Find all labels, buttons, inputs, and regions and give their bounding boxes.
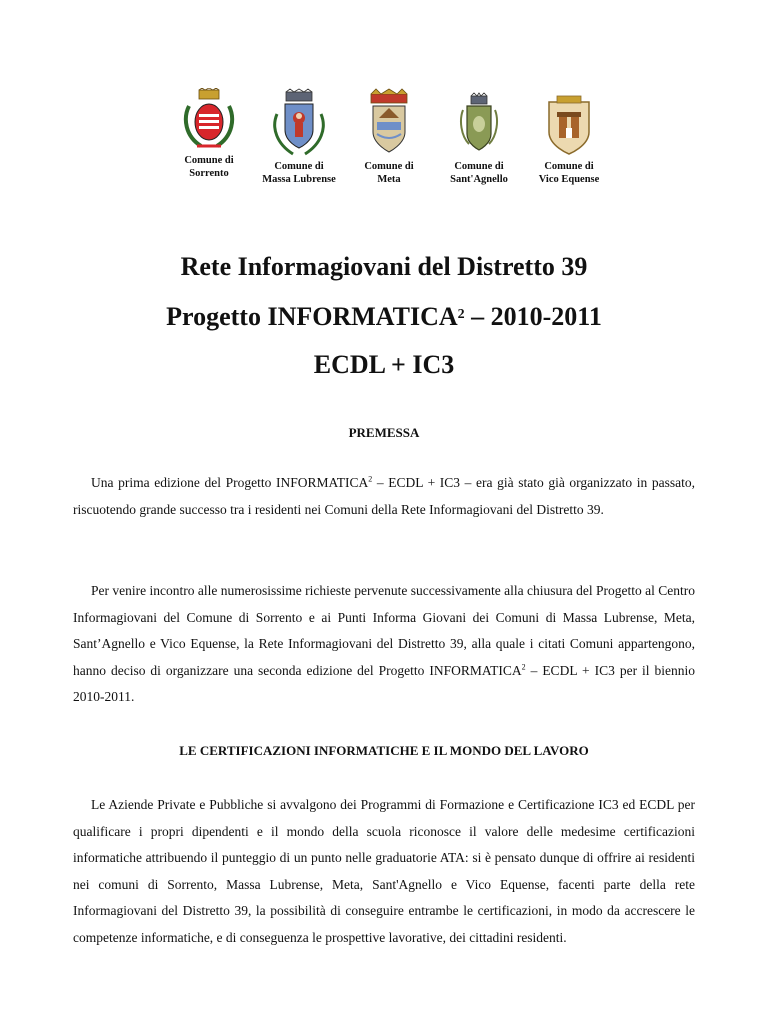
crest-caption-line2: Massa Lubrense — [262, 174, 336, 185]
title-line-3: ECDL + IC3 — [313, 350, 455, 379]
title-superscript: 2 — [457, 307, 465, 322]
paragraph-2 — [73, 578, 695, 711]
crest-meta — [344, 88, 434, 186]
paragraph-1-text-b: – ECDL + IC3 – era già stato già organizzato in passato, riscuotendo grande successo tra i residenti nei Comuni della Rete Informagiovani del Distretto 39. — [73, 475, 695, 517]
crest-sorrento — [164, 88, 254, 180]
title-line-2 — [0, 302, 768, 332]
meta-coat-of-arms-icon — [359, 88, 419, 158]
vico-equense-coat-of-arms-icon — [539, 88, 599, 158]
crest-caption-line1: Comune di — [184, 155, 234, 166]
massa-lubrense-coat-of-arms-icon — [269, 88, 329, 158]
crest-caption-line2: Vico Equense — [538, 174, 600, 185]
crest-caption-line1: Comune di — [364, 161, 414, 172]
paragraph-2-text-b: – ECDL + IC3 per il biennio 2010-2011. — [73, 662, 696, 705]
paragraph-2-superscript: 2 — [521, 662, 526, 672]
title-line-2-years: – 2010-2011 — [464, 302, 602, 331]
crest-caption-line1: Comune di — [454, 161, 504, 172]
crest-massa-lubrense — [254, 88, 344, 186]
crest-caption-line2: Meta — [377, 174, 401, 185]
section-heading-premessa: PREMESSA — [348, 425, 420, 440]
crest-caption-line2: Sant'Agnello — [450, 174, 508, 185]
crest-caption-line1: Comune di — [274, 161, 324, 172]
sorrento-coat-of-arms-icon — [179, 88, 239, 152]
section-heading-certificazioni: LE CERTIFICAZIONI INFORMATICHE E IL MONDO DEL LAVORO — [179, 743, 589, 758]
sant-agnello-coat-of-arms-icon — [449, 88, 509, 158]
title-line-2-text: Progetto INFORMATICA — [166, 302, 458, 331]
paragraph-1-superscript: 2 — [368, 474, 373, 484]
paragraph-3: Le Aziende Private e Pubbliche si avvalgono dei Programmi di Formazione e Certificazione IC3 ed ECDL per qualificare i propri dipendenti e il mondo della scuola riconosce il valore delle medesime certificazioni informatiche attribuendo il punteggio di un punto nelle graduatorie ATA: si è pensato dunque di offrire ai residenti nei comuni di Sorrento, Massa Lubrense, Meta, Sant'Agnello e Vico Equense, facenti parte della rete Informagiovani del Distretto 39, la possibilità di conseguire entrambe le certificazioni, in modo da accrescere le competenze informatiche, e di conseguenza le prospettive lavorative, dei cittadini residenti. — [73, 797, 695, 945]
paragraph-1 — [73, 470, 695, 523]
paragraph-2-text-a: Per venire incontro alle numerosissime richieste pervenute successivamente alla chiusura del Progetto al Centro Informagiovani del Comune di Sorrento e ai Punti Informa Giovani dei Comuni di Massa Lubrense, Meta, Sant’Agnello e Vico Equense, la Rete Informagiovani del Distretto 39, alla quale i citati Comuni appartengono, hanno deciso di organizzare una seconda edizione del Progetto INFORMATICA — [73, 583, 695, 678]
crest-vico-equense — [524, 88, 614, 186]
crest-sant-agnello — [434, 88, 524, 186]
crest-caption-line2: Sorrento — [189, 168, 229, 179]
coats-of-arms-row — [164, 88, 614, 218]
crest-caption-line1: Comune di — [544, 161, 594, 172]
paragraph-1-text-a: Una prima edizione del Progetto INFORMATICA — [91, 475, 369, 490]
title-line-1: Rete Informagiovani del Distretto 39 — [180, 252, 588, 281]
